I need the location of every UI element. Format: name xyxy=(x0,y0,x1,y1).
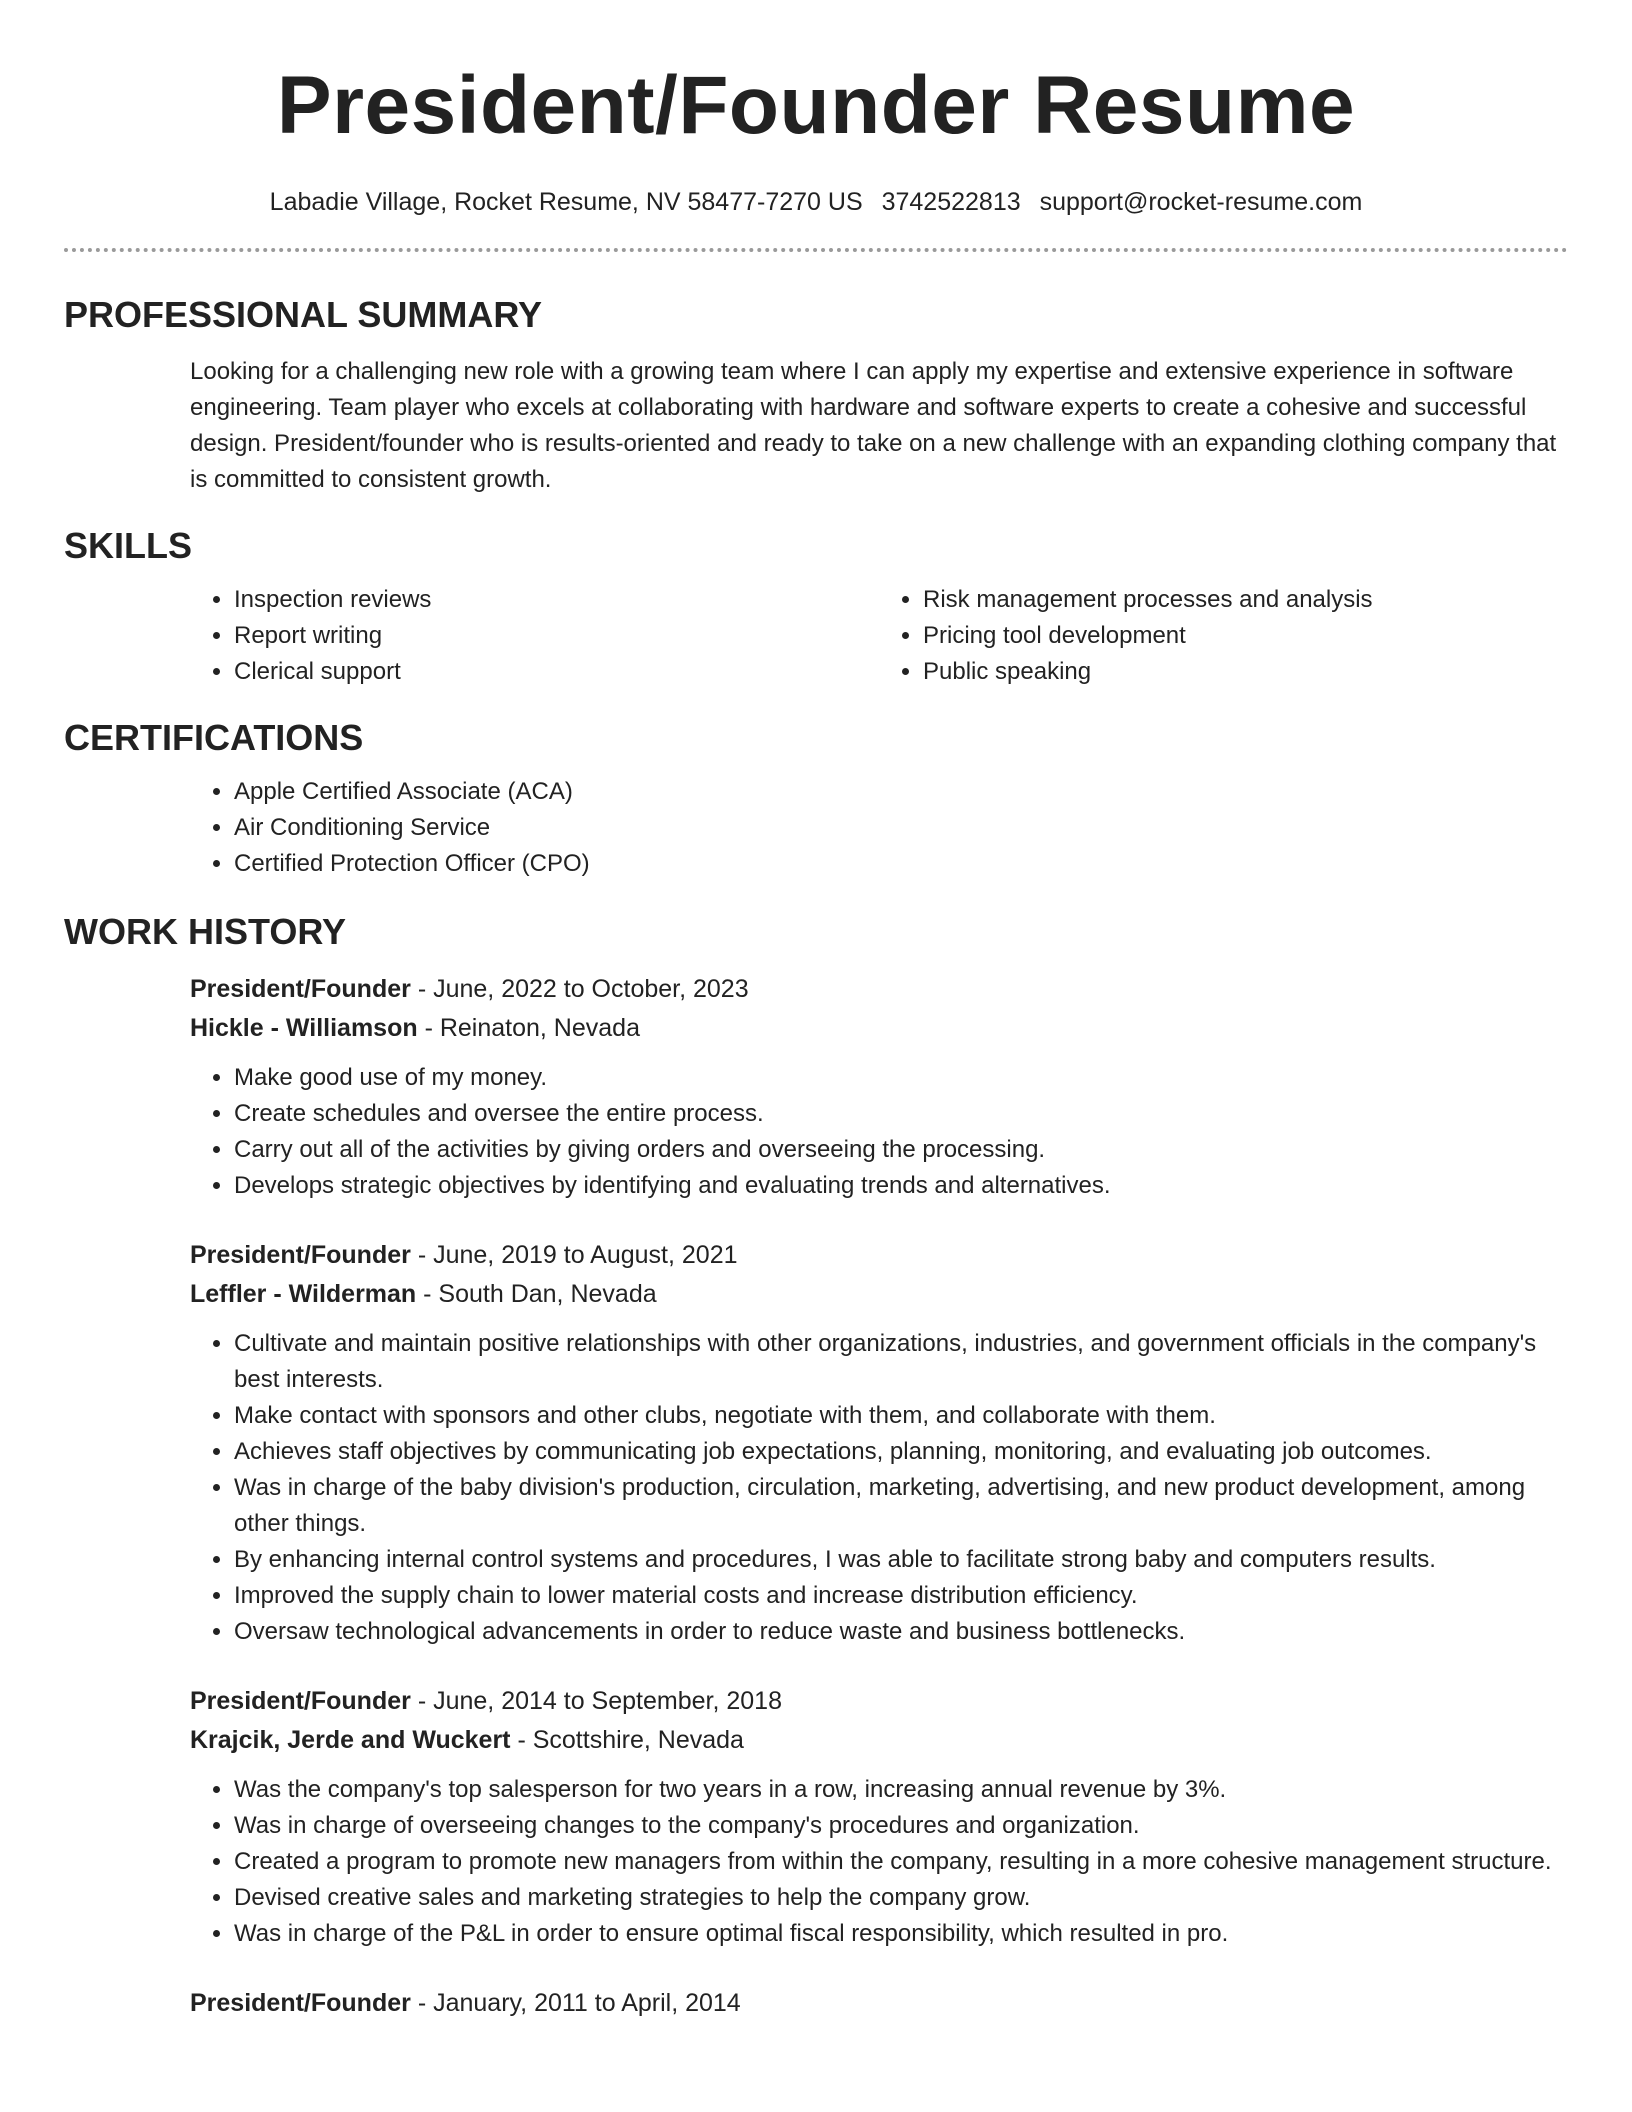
job-title-line xyxy=(190,1984,1568,2023)
job-dates: - June, 2022 to October, 2023 xyxy=(410,975,749,1003)
certifications-list xyxy=(190,774,1568,882)
contact-phone: 3742522813 xyxy=(881,188,1021,216)
resume-title: President/Founder Resume xyxy=(276,60,1356,151)
skill-item: • Risk management processes and analysis xyxy=(923,582,1568,618)
skills-list-left xyxy=(190,582,879,690)
job-bullet: • Carry out all of the activities by giving orders and overseeing the processing. xyxy=(234,1132,1568,1168)
job-bullet: • By enhancing internal control systems and procedures, I was able to facilitate strong baby and computers results. xyxy=(234,1542,1568,1578)
job-location: - South Dan, Nevada xyxy=(416,1280,657,1308)
job-bullets xyxy=(190,1772,1568,1952)
job-bullet: • Was in charge of overseeing changes to the company's procedures and organization. xyxy=(234,1808,1568,1844)
job-bullet: • Oversaw technological advancements in order to reduce waste and business bottlenecks. xyxy=(234,1614,1568,1650)
certification-item: • Air Conditioning Service xyxy=(234,810,1568,846)
skill-item: • Inspection reviews xyxy=(234,582,879,618)
certifications-body xyxy=(190,774,1568,882)
job-bullet: • Create schedules and oversee the entire process. xyxy=(234,1096,1568,1132)
job-company-line xyxy=(190,1275,1568,1314)
certification-item: • Apple Certified Associate (ACA) xyxy=(234,774,1568,810)
job-bullet: • Make good use of my money. xyxy=(234,1060,1568,1096)
job-bullet: • Cultivate and maintain positive relationships with other organizations, industries, and government officials in the company's best interests. xyxy=(234,1326,1568,1398)
contact-line xyxy=(64,186,1568,218)
job-bullet: • Make contact with sponsors and other clubs, negotiate with them, and collaborate with them. xyxy=(234,1398,1568,1434)
job-bullets xyxy=(190,1326,1568,1650)
job-company: Hickle - Williamson xyxy=(190,1014,418,1042)
job-entry xyxy=(190,970,1568,1204)
job-entry xyxy=(190,1682,1568,1952)
job-bullet: • Was the company's top salesperson for two years in a row, increasing annual revenue by 3%. xyxy=(234,1772,1568,1808)
job-title: President/Founder xyxy=(190,1687,411,1715)
job-title: President/Founder xyxy=(190,1241,411,1269)
certifications-section xyxy=(64,716,1568,882)
job-bullet: • Devised creative sales and marketing strategies to help the company grow. xyxy=(234,1880,1568,1916)
summary-heading: PROFESSIONAL SUMMARY xyxy=(64,294,543,335)
job-entry xyxy=(190,1984,1568,2023)
job-title-line xyxy=(190,970,1568,1009)
job-company-line xyxy=(190,1009,1568,1048)
skill-item: • Public speaking xyxy=(923,654,1568,690)
job-bullet: • Develops strategic objectives by identifying and evaluating trends and alternatives. xyxy=(234,1168,1568,1204)
job-title-line xyxy=(190,1682,1568,1721)
job-bullet: • Improved the supply chain to lower material costs and increase distribution efficiency. xyxy=(234,1578,1568,1614)
job-company: Leffler - Wilderman xyxy=(190,1280,417,1308)
skill-item: • Report writing xyxy=(234,618,879,654)
job-title: President/Founder xyxy=(190,1989,411,2017)
job-location: - Reinaton, Nevada xyxy=(417,1014,640,1042)
resume-page xyxy=(64,0,1568,2023)
job-title-line xyxy=(190,1236,1568,1275)
skill-item: • Clerical support xyxy=(234,654,879,690)
header-divider xyxy=(64,248,1568,252)
skill-item: • Pricing tool development xyxy=(923,618,1568,654)
job-dates: - June, 2019 to August, 2021 xyxy=(410,1241,738,1269)
contact-email: support@rocket-resume.com xyxy=(1039,188,1363,216)
contact-address: Labadie Village, Rocket Resume, NV 58477-7270 US xyxy=(269,188,863,216)
certifications-heading: CERTIFICATIONS xyxy=(64,717,364,758)
job-location: - Scottshire, Nevada xyxy=(510,1726,744,1754)
job-bullet: • Created a program to promote new managers from within the company, resulting in a more cohesive management structure. xyxy=(234,1844,1568,1880)
skills-heading: SKILLS xyxy=(64,525,193,566)
skills-list-right xyxy=(879,582,1568,690)
job-company: Krajcik, Jerde and Wuckert xyxy=(190,1726,511,1754)
skills-section xyxy=(64,524,1568,690)
work-heading: WORK HISTORY xyxy=(64,911,347,952)
job-bullets xyxy=(190,1060,1568,1204)
job-title: President/Founder xyxy=(190,975,411,1003)
job-bullet: • Was in charge of the P&L in order to ensure optimal fiscal responsibility, which resulted in pro. xyxy=(234,1916,1568,1952)
job-entry xyxy=(190,1236,1568,1650)
certification-item: • Certified Protection Officer (CPO) xyxy=(234,846,1568,882)
job-dates: - January, 2011 to April, 2014 xyxy=(410,1989,741,2017)
job-bullet: • Was in charge of the baby division's production, circulation, marketing, advertising, and new product development, among other things. xyxy=(234,1470,1568,1542)
summary-text: Looking for a challenging new role with a growing team where I can apply my expertise and extensive experience in software engineering. Team player who excels at collaborating with hardware and software experts to create a cohesive and successful design. President/founder who is results-oriented and ready to take on a new challenge with an expanding clothing company that is committed to consistent growth. xyxy=(190,358,1557,493)
job-bullet: • Achieves staff objectives by communicating job expectations, planning, monitoring, and evaluating job outcomes. xyxy=(234,1434,1568,1470)
work-section xyxy=(64,910,1568,2023)
job-company-line xyxy=(190,1721,1568,1760)
skills-grid xyxy=(190,582,1568,690)
job-dates: - June, 2014 to September, 2018 xyxy=(410,1687,782,1715)
summary-section xyxy=(64,293,1568,498)
